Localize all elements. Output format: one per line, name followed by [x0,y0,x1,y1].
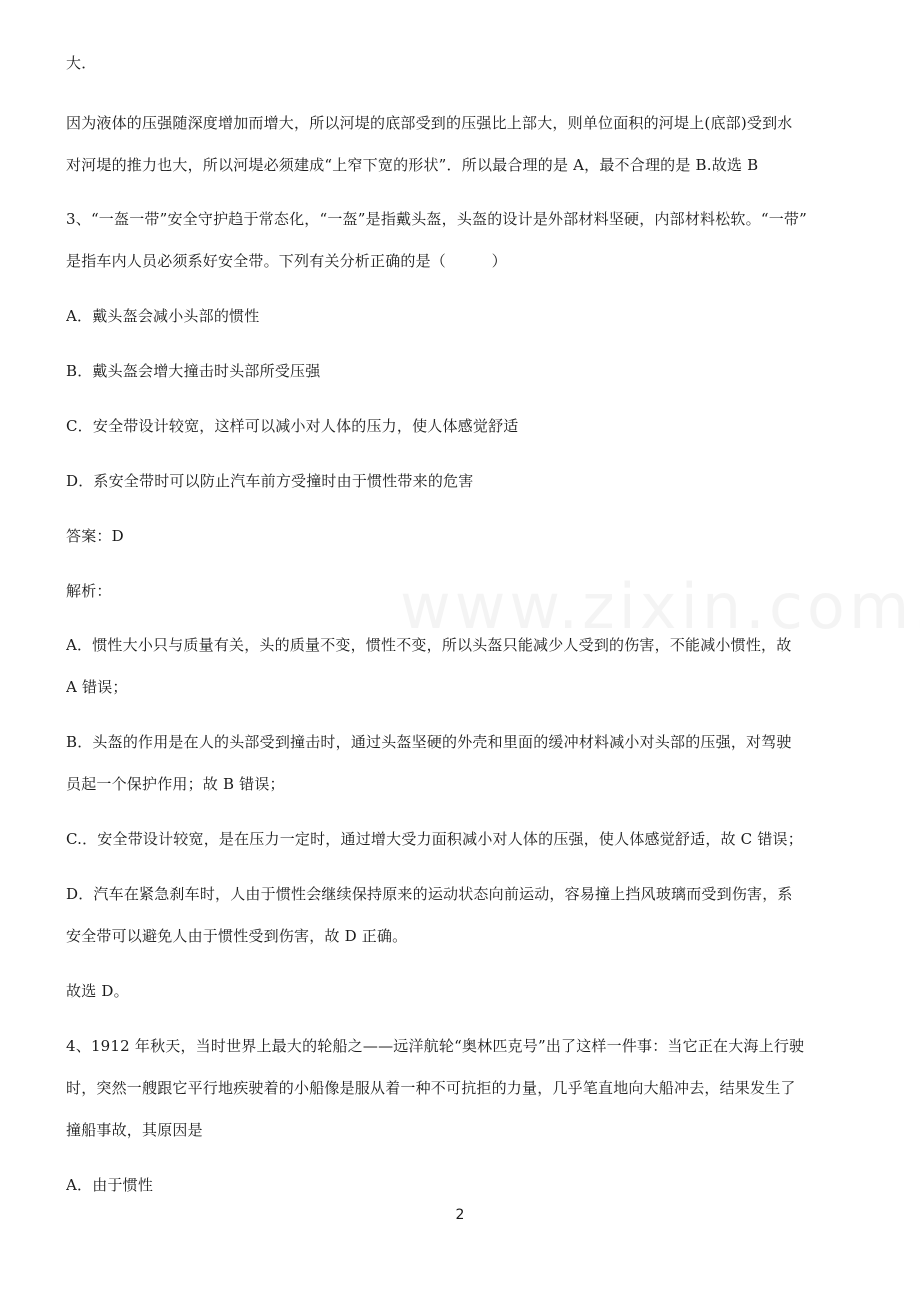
question-4-stem: 撞船事故，其原因是 [66,1121,203,1139]
text-line: 大． [66,54,97,72]
question-3-stem: 3、“一盔一带”安全守护趋于常态化，“一盔”是指戴头盔，头盔的设计是外部材料坚硬，内部材料松软。“一带” [66,210,807,228]
text-line: 对河堤的推力也大，所以河堤必须建成“上窄下宽的形状”．所以最合理的是 A，最不合理的是 B.故选 B [66,156,759,174]
option-a: A．由于惯性 [66,1176,154,1194]
option-d: D．系安全带时可以防止汽车前方受撞时由于惯性带来的危害 [66,472,474,490]
analysis-text: C.．安全带设计较宽，是在压力一定时，通过增大受力面积减小对人体的压强，使人体感觉舒适，故 C 错误； [66,830,803,848]
analysis-text: 员起一个保护作用；故 B 错误； [66,775,285,793]
option-c: C．安全带设计较宽，这样可以减小对人体的压力，使人体感觉舒适 [66,417,519,435]
conclusion: 故选 D。 [66,982,129,1000]
analysis-text: D．汽车在紧急刹车时，人由于惯性会继续保持原来的运动状态向前运动，容易撞上挡风玻璃而受到伤害，系 [66,885,793,903]
text-line: 因为液体的压强随深度增加而增大，所以河堤的底部受到的压强比上部大，则单位面积的河堤上(底部)受到水 [66,114,793,132]
analysis-text: A．惯性大小只与质量有关，头的质量不变，惯性不变，所以头盔只能减少人受到的伤害，不能减小惯性，故 [66,636,792,654]
option-b: B．戴头盔会增大撞击时头部所受压强 [66,362,321,380]
analysis-text: 安全带可以避免人由于惯性受到伤害，故 D 正确。 [66,927,408,945]
watermark [400,570,920,643]
question-3-stem: 是指车内人员必须系好安全带。下列有关分析正确的是（ ） [66,252,507,270]
question-4-stem: 时，突然一艘跟它平行地疾驶着的小船像是服从着一种不可抗拒的力量，几乎笔直地向大船冲去，结果发生了 [66,1079,796,1097]
option-a: A．戴头盔会减小头部的惯性 [66,307,260,325]
analysis-text: A 错误； [66,678,128,696]
analysis-text: B．头盔的作用是在人的头部受到撞击时，通过头盔坚硬的外壳和里面的缓冲材料减小对头部的压强，对驾驶 [66,733,792,751]
question-4-stem: 4、1912 年秋天，当时世界上最大的轮船之——远洋航轮“奥林匹克号”出了这样一件事：当它正在大海上行驶 [66,1037,805,1055]
answer: 答案：D [66,527,124,545]
analysis-heading: 解析： [66,582,112,600]
page-number: 2 [455,1207,465,1223]
